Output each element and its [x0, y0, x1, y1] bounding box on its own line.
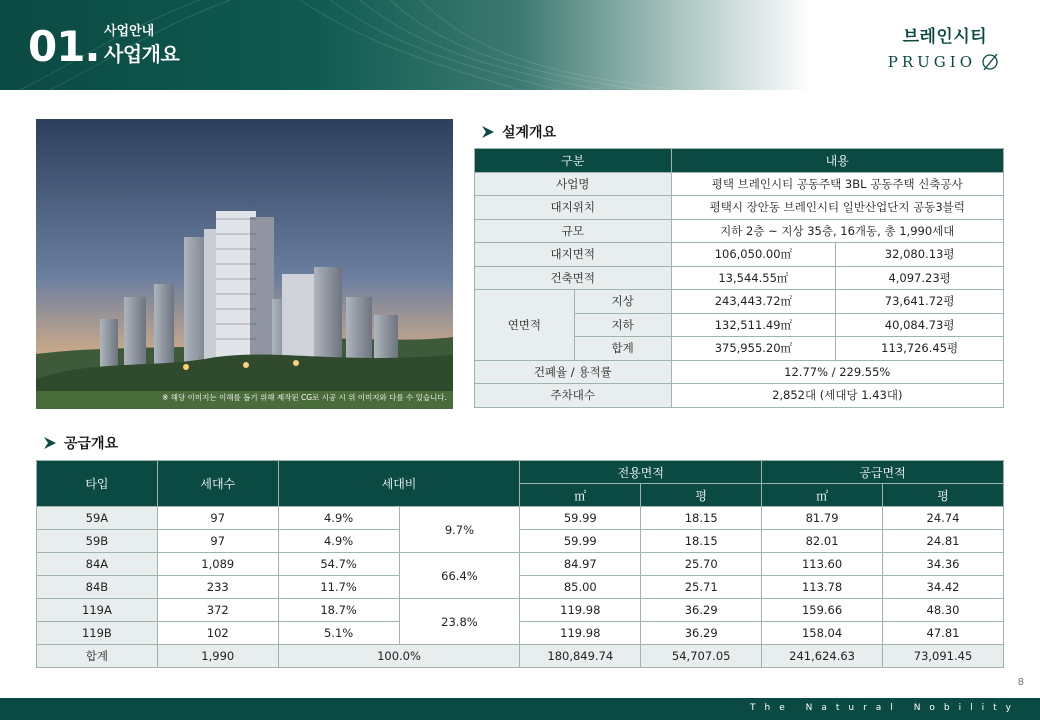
exclusive-pyeong-cell: 25.71 [641, 576, 762, 599]
exclusive-m2-cell: 59.99 [520, 530, 641, 553]
exclusive-pyeong-cell: 18.15 [641, 507, 762, 530]
row-value: 평택시 장안동 브레인시티 일반산업단지 공동3블럭 [671, 196, 1003, 220]
table-row [475, 196, 1004, 220]
supply-overview-table [36, 460, 1004, 668]
section-subtitle: 사업안내 [104, 24, 155, 39]
supply-pyeong-cell: 24.81 [883, 530, 1004, 553]
type-cell: 59B [37, 530, 158, 553]
column-header-exclusive-area: 전용면적 [520, 461, 762, 484]
supply-m2-cell: 82.01 [762, 530, 883, 553]
group-ratio-cell: 66.4% [399, 553, 520, 599]
group-ratio-cell: 9.7% [399, 507, 520, 553]
table-row [475, 219, 1004, 243]
table-total-row [37, 645, 1004, 668]
type-cell: 119B [37, 622, 158, 645]
table-header-row [475, 149, 1004, 173]
type-cell: 119A [37, 599, 158, 622]
row-label: 사업명 [475, 172, 672, 196]
brand-logo [888, 22, 1002, 71]
ratio-cell: 54.7% [278, 553, 399, 576]
supply-m2-cell: 81.79 [762, 507, 883, 530]
row-value-m2: 13,544.55㎡ [671, 266, 836, 290]
design-overview-heading: 설계개요 [480, 122, 556, 142]
supply-m2-cell: 113.60 [762, 553, 883, 576]
row-value: 2,852대 (세대당 1.43대) [671, 384, 1003, 408]
table-row [475, 384, 1004, 408]
column-header-ratio: 세대비 [278, 461, 520, 507]
row-value: 지하 2층 ~ 지상 35층, 16개동, 총 1,990세대 [671, 219, 1003, 243]
column-header-pyeong: 평 [883, 484, 1004, 507]
table-row [37, 622, 1004, 645]
page-footer [0, 698, 1040, 720]
supply-m2-cell: 113.78 [762, 576, 883, 599]
chevron-right-icon [42, 435, 58, 451]
column-header-supply-area: 공급면적 [762, 461, 1004, 484]
row-label: 주차대수 [475, 384, 672, 408]
column-header-m2: ㎡ [520, 484, 641, 507]
row-label: 건축면적 [475, 266, 672, 290]
table-row [475, 172, 1004, 196]
row-label: 대지위치 [475, 196, 672, 220]
ratio-cell: 18.7% [278, 599, 399, 622]
section-number: 01. [28, 22, 100, 71]
units-cell: 102 [157, 622, 278, 645]
supply-pyeong-cell: 48.30 [883, 599, 1004, 622]
design-overview-table [474, 148, 1004, 408]
exclusive-m2-cell: 59.99 [520, 507, 641, 530]
table-row [37, 576, 1004, 599]
row-value-m2: 243,443.72㎡ [671, 290, 836, 314]
table-row [475, 290, 1004, 314]
row-value-pyeong: 32,080.13평 [836, 243, 1004, 267]
exclusive-pyeong-cell: 18.15 [641, 530, 762, 553]
group-ratio-cell: 23.8% [399, 599, 520, 645]
table-row [37, 553, 1004, 576]
sub-row-label: 지하 [574, 313, 671, 337]
type-cell: 59A [37, 507, 158, 530]
exclusive-pyeong-cell: 36.29 [641, 622, 762, 645]
column-header-m2: ㎡ [762, 484, 883, 507]
table-row [475, 243, 1004, 267]
supply-overview-heading: 공급개요 [42, 433, 118, 453]
footer-slogan: The Natural Nobility [750, 703, 1020, 713]
brand-name-english: PRUGIO [888, 53, 1002, 71]
exclusive-m2-cell: 119.98 [520, 622, 641, 645]
supply-m2-cell: 159.66 [762, 599, 883, 622]
column-header-content: 내용 [671, 149, 1003, 173]
column-header-units: 세대수 [157, 461, 278, 507]
exclusive-pyeong-cell: 25.70 [641, 553, 762, 576]
row-value-pyeong: 73,641.72평 [836, 290, 1004, 314]
supply-pyeong-cell: 34.36 [883, 553, 1004, 576]
total-exclusive-pyeong-cell: 54,707.05 [641, 645, 762, 668]
row-value: 12.77% / 229.55% [671, 360, 1003, 384]
supply-pyeong-cell: 34.42 [883, 576, 1004, 599]
units-cell: 1,089 [157, 553, 278, 576]
table-row [37, 507, 1004, 530]
row-value-m2: 132,511.49㎡ [671, 313, 836, 337]
exclusive-m2-cell: 119.98 [520, 599, 641, 622]
total-units-cell: 1,990 [157, 645, 278, 668]
page-header [0, 0, 1040, 90]
type-cell: 84B [37, 576, 158, 599]
table-row [37, 530, 1004, 553]
units-cell: 97 [157, 507, 278, 530]
table-row [475, 266, 1004, 290]
exclusive-pyeong-cell: 36.29 [641, 599, 762, 622]
type-cell: 84A [37, 553, 158, 576]
brand-emblem-icon [980, 53, 1002, 71]
total-exclusive-m2-cell: 180,849.74 [520, 645, 641, 668]
page-number: 8 [1017, 677, 1024, 688]
column-header-category: 구분 [475, 149, 672, 173]
ratio-cell: 4.9% [278, 530, 399, 553]
units-cell: 97 [157, 530, 278, 553]
supply-pyeong-cell: 47.81 [883, 622, 1004, 645]
ratio-cell: 11.7% [278, 576, 399, 599]
sub-row-label: 합계 [574, 337, 671, 361]
sub-row-label: 지상 [574, 290, 671, 314]
column-header-pyeong: 평 [641, 484, 762, 507]
row-value-pyeong: 40,084.73평 [836, 313, 1004, 337]
brand-name-korean: 브레인시티 [902, 27, 988, 47]
column-header-type: 타입 [37, 461, 158, 507]
supply-m2-cell: 158.04 [762, 622, 883, 645]
row-label: 연면적 [475, 290, 575, 361]
supply-pyeong-cell: 24.74 [883, 507, 1004, 530]
chevron-right-icon [480, 124, 496, 140]
row-value-m2: 375,955.20㎡ [671, 337, 836, 361]
table-row [475, 360, 1004, 384]
total-ratio-cell: 100.0% [278, 645, 520, 668]
row-label: 규모 [475, 219, 672, 243]
row-value-pyeong: 4,097.23평 [836, 266, 1004, 290]
table-row [37, 599, 1004, 622]
row-label: 대지면적 [475, 243, 672, 267]
exclusive-m2-cell: 85.00 [520, 576, 641, 599]
units-cell: 233 [157, 576, 278, 599]
row-value-m2: 106,050.00㎡ [671, 243, 836, 267]
ratio-cell: 5.1% [278, 622, 399, 645]
units-cell: 372 [157, 599, 278, 622]
row-value-pyeong: 113,726.45평 [836, 337, 1004, 361]
row-value: 평택 브레인시티 공동주택 3BL 공동주택 신축공사 [671, 172, 1003, 196]
total-label-cell: 합계 [37, 645, 158, 668]
row-label: 건폐율 / 용적률 [475, 360, 672, 384]
apartment-rendering-image [36, 119, 453, 409]
exclusive-m2-cell: 84.97 [520, 553, 641, 576]
table-header-row [37, 461, 1004, 484]
image-disclaimer: ※ 해당 이미지는 이해를 돕기 위해 제작된 CG로 시공 시 위 이미지와 다를 수 있습니다. [162, 393, 447, 402]
ratio-cell: 4.9% [278, 507, 399, 530]
total-supply-pyeong-cell: 73,091.45 [883, 645, 1004, 668]
page-title: 사업개요 [104, 42, 180, 66]
total-supply-m2-cell: 241,624.63 [762, 645, 883, 668]
